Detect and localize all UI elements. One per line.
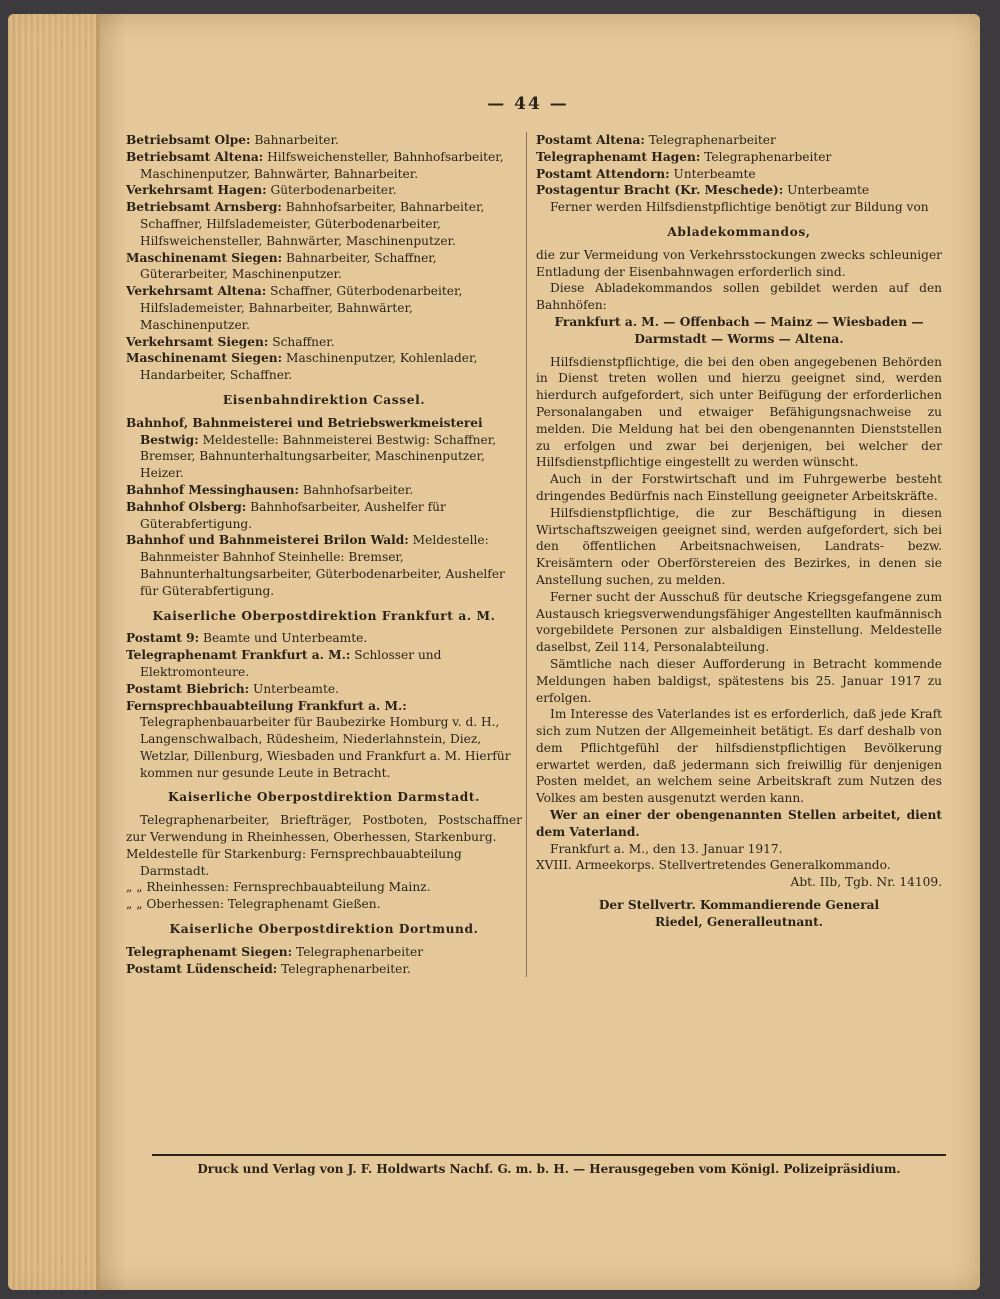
abladekommandos-places-intro: Diese Abladekommandos sollen gebildet werden auf den Bahnhöfen: [536,281,942,313]
signature-name: Riedel, Generalleutnant. [655,914,823,929]
left-entry: Bahnhof und Bahnmeisterei Brilon Wald: Meldestelle: Bahnmeister Bahnhof Steinhelle: Bremser, Bahnunterhaltungsarbeiter, Güterbodenarbeiter, Aushelfer für Güterabfertigung. [126,533,505,598]
section-heading-darmstadt: Kaiserliche Oberpostdirektion Darmstadt. [168,790,480,805]
interesse-paragraph: Im Interesse des Vaterlandes ist es erforderlich, daß jede Kraft sich zum Nutzen der Allgemeinheit betätigt. Es darf deshalb von dem Pflichtgefühl der hilfsdienstpflichtigen Bevölkerung erwartet werden, daß jedermann sich freiwillig für denjenigen Posten meldet, an welchem seine Arbeitskraft zum Nutzen des Volkes am besten ausgenutzt werden kann. [536,707,942,806]
document-page [8,14,980,1290]
page-edge-stack [8,14,100,1290]
right-entry: Postamt Altena: Telegraphenarbeiter [536,133,776,147]
column-divider [526,132,527,977]
left-entry: Bahnhof, Bahnmeisterei und Betriebswerkmeisterei Bestwig: Meldestelle: Bahnmeisterei Bestwig: Schaffner, Bremser, Bahnunterhaltungsarbeiter, Maschinenputzer, Heizer. [126,415,497,481]
dient-paragraph: Wer an einer der obengenannten Stellen arbeitet, dient dem Vaterland. [536,808,942,839]
meldestelle-line: „ „ Oberhessen: Telegraphenamt Gießen. [126,897,381,912]
reference-line: Abt. IIb, Tgb. Nr. 14109. [790,875,942,890]
left-column [126,132,522,977]
forst-paragraph: Auch in der Forstwirtschaft und im Fuhrgewerbe besteht dringendes Bedürfnis nach Einstellung geeigneter Arbeitskräfte. [536,472,942,503]
abladekommandos-intro: Ferner werden Hilfsdienstpflichtige benötigt zur Bildung von [550,200,929,215]
publisher-footer: Druck und Verlag von J. F. Holdwarts Nachf. G. m. b. H. — Herausgegeben vom Königl. Polizeipräsidium. [197,1162,901,1176]
left-entry: Postamt 9: Beamte und Unterbeamte. [126,631,368,646]
left-entry: Bahnhof Messinghausen: Bahnhofsarbeiter. [126,482,414,497]
left-entry: Maschinenamt Siegen: Maschinenputzer, Kohlenlader, Handarbeiter, Schaffner. [126,351,478,383]
right-column [536,132,942,931]
meldestelle-line: Meldestelle für Starkenburg: Fernsprechbauabteilung Darmstadt. [126,846,462,878]
signature-title: Der Stellvertr. Kommandierende General [598,898,880,913]
hilfsdienst-paragraph: Hilfsdienstpflichtige, die bei den oben angegebenen Behörden in Dienst treten wollen und hierzu geeignet sind, werden hierdurch aufgefordert, sich unter Beifügung der erforderlichen Personalangaben und etwaiger Befähigungsnachweise zu melden. Die Meldung hat bei den obengenannten Dienststellen zu erfolgen und zwar bei derjenigen, bei welcher der Hilfsdienstpflichtige eingestellt zu werden wünscht. [536,354,942,470]
darmstadt-text: Telegraphenarbeiter, Briefträger, Postboten, Postschaffner zur Verwendung in Rheinhessen, Oberhessen, Starkenburg. [126,813,522,845]
left-entry: Postamt Lüdenscheid: Telegraphenarbeiter. [126,961,411,976]
right-entry: Postagentur Bracht (Kr. Meschede): Unterbeamte [536,183,870,198]
left-entry: Maschinenamt Siegen: Bahnarbeiter, Schaffner, Güterarbeiter, Maschinenputzer. [126,250,437,282]
meldungen-paragraph: Sämtliche nach dieser Aufforderung in Betracht kommende Meldungen haben baldigst, spätestens bis 25. Januar 1917 zu erfolgen. [536,656,942,705]
section-heading-cassel: Eisenbahndirektion Cassel. [222,392,426,407]
left-entry: Fernsprechbauabteilung Frankfurt a. M.: Telegraphenbauarbeiter für Baubezirke Homburg v. d. H., Langenschwalbach, Rüdesheim, Niederlahnstein, Diez, Wetzlar, Dillenburg, Wiesbaden und Frankfurt a. M. Hierfür kommen nur gesunde Leute in Betracht. [126,698,511,780]
wirtschaft-paragraph: Hilfsdienstpflichtige, die zur Beschäftigung in diesen Wirtschaftszweigen geeignet sind, werden aufgefordert, sich bei den öffentlichen Arbeitsnachweisen, Landrats- bezw. Kreisämtern oder Oberförstereien des Bezirkes, in denen sie Anstellung suchen, zu melden. [536,505,942,587]
left-entry: Betriebsamt Altena: Hilfsweichensteller, Bahnhofsarbeiter, Maschinenputzer, Bahnwärter, Bahnarbeiter. [126,149,504,181]
section-heading-dortmund: Kaiserliche Oberpostdirektion Dortmund. [169,922,479,937]
ausschuss-paragraph: Ferner sucht der Ausschuß für deutsche Kriegsgefangene zum Austausch kriegsverwendungsfähiger Angestellten kaufmännisch vorgebildete Personen zur alsbaldigen Einstellung. Meldestelle daselbst, Zeil 114, Personalabteilung. [536,589,942,655]
left-entry: Betriebsamt Arnsberg: Bahnhofsarbeiter, Bahnarbeiter, Schaffner, Hilfslademeister, Güterbodenarbeiter, Hilfsweichensteller, Bahnwärter, Maschinenputzer. [126,200,485,248]
station-list: Frankfurt a. M. — Offenbach — Mainz — Wiesbaden — Darmstadt — Worms — Altena. [554,314,924,346]
left-entry: Verkehrsamt Hagen: Güterbodenarbeiter. [126,183,397,198]
left-entry: Telegraphenamt Siegen: Telegraphenarbeiter [126,944,424,959]
heading-abladekommandos: Abladekommandos, [667,224,811,239]
meldestelle-line: „ „ Rheinhessen: Fernsprechbauabteilung Mainz. [126,880,431,895]
left-entry: Telegraphenamt Frankfurt a. M.: Schlosser und Elektromonteure. [126,648,442,679]
left-entry: Bahnhof Olsberg: Bahnhofsarbeiter, Aushelfer für Güterabfertigung. [126,499,446,531]
left-entry: Betriebsamt Olpe: Bahnarbeiter. [126,133,339,147]
left-entry: Postamt Biebrich: Unterbeamte. [126,681,339,696]
date-line: Frankfurt a. M., den 13. Januar 1917. [550,841,783,856]
right-entry: Postamt Attendorn: Unterbeamte [536,166,756,181]
right-entry: Telegraphenamt Hagen: Telegraphenarbeiter [536,149,832,164]
abladekommandos-purpose: die zur Vermeidung von Verkehrsstockungen zwecks schleuniger Entladung der Eisenbahnwagen erforderlich sind. [536,247,942,279]
page-number: — 44 — [487,94,569,114]
left-entry: Verkehrsamt Siegen: Schaffner. [126,334,335,349]
corps-line: XVIII. Armeekorps. Stellvertretendes Generalkommando. [536,858,891,873]
spine-shadow [96,14,126,1290]
footer-rule [152,1154,946,1156]
left-entry: Verkehrsamt Altena: Schaffner, Güterbodenarbeiter, Hilfslademeister, Bahnarbeiter, Bahnwärter, Maschinenputzer. [126,284,463,332]
section-heading-frankfurt: Kaiserliche Oberpostdirektion Frankfurt a. M. [152,608,496,623]
